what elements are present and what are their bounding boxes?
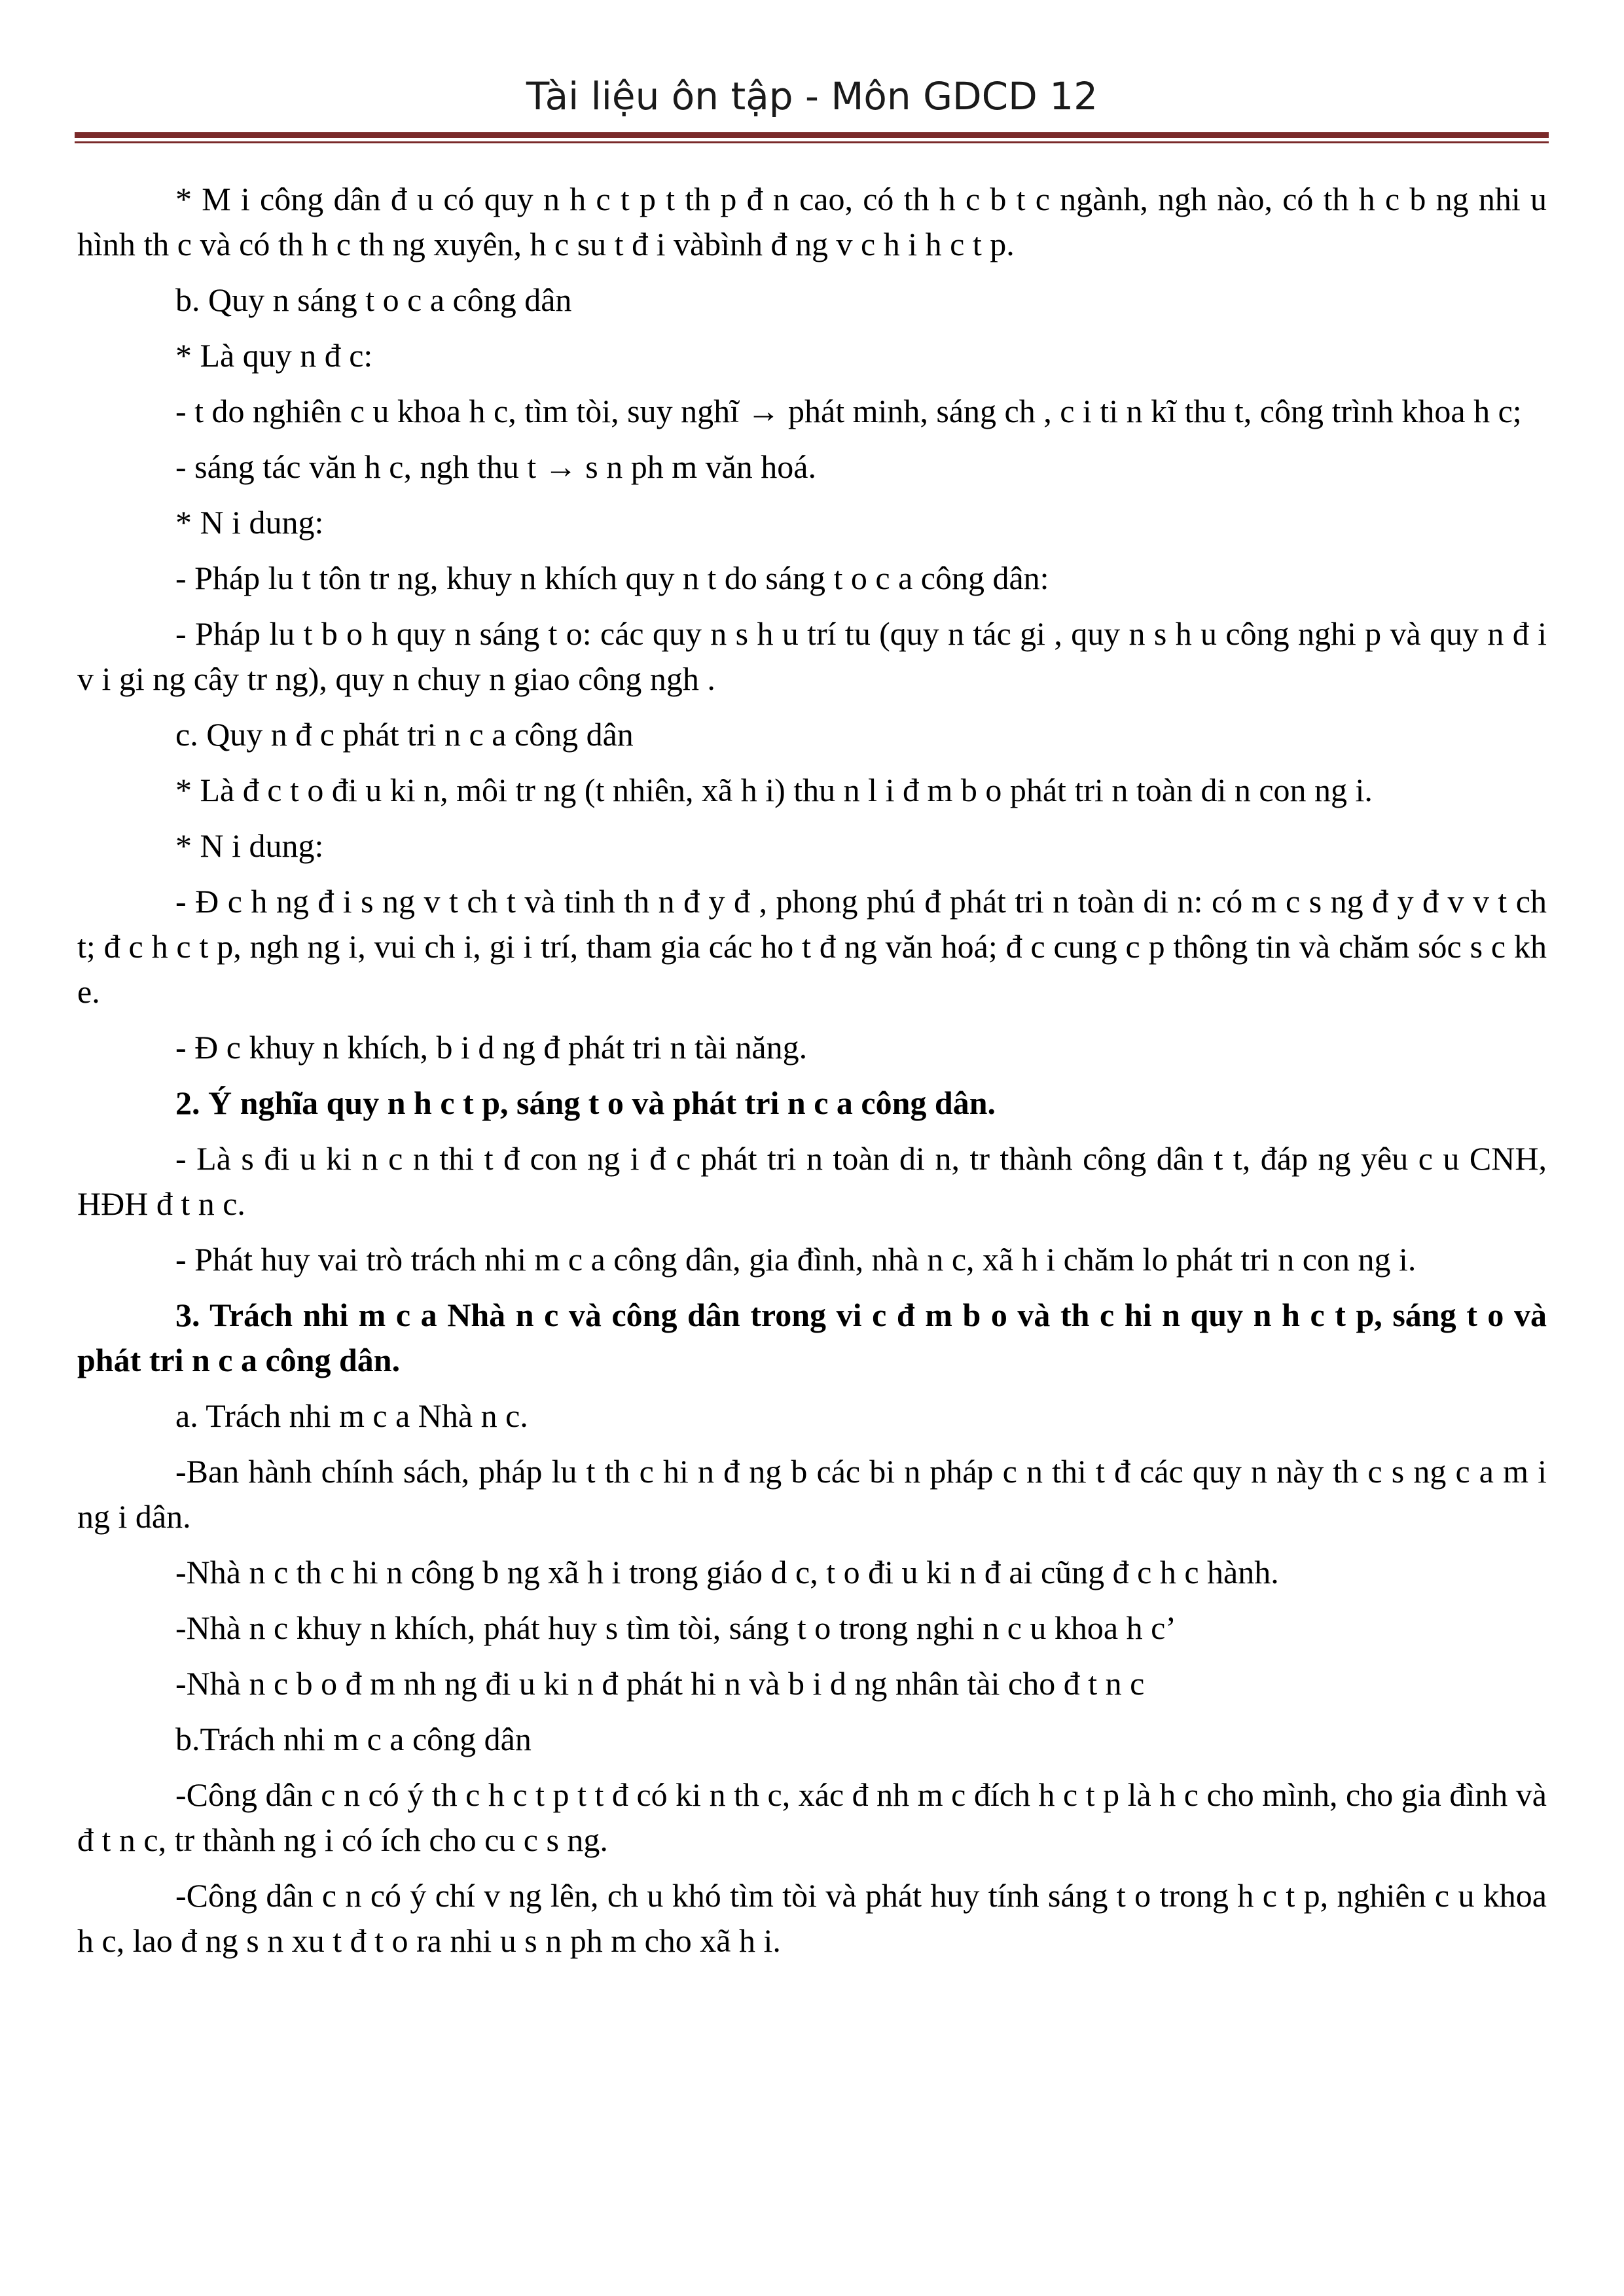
- paragraph: - Pháp lu t tôn tr ng, khuy n khích quy n t do sáng t o c a công dân:: [175, 560, 1049, 596]
- paragraph: - Phát huy vai trò trách nhi m c a công dân, gia đình, nhà n c, xã h i chăm lo phát tri n con ng i.: [175, 1241, 1416, 1278]
- paragraph: * M i công dân đ u có quy n h c t p t th p đ n cao, có th h c b t c ngành, ngh nào, có th h c b ng nhi u hình th c và có th h c th ng xuyên, h c su t đ i vàbình đ ng v c h i h c t p.: [77, 181, 1547, 262]
- section-heading: c. Quy n đ c phát tri n c a công dân: [175, 716, 634, 753]
- paragraph: -Nhà n c b o đ m nh ng đi u ki n đ phát hi n và b i d ng nhân tài cho đ t n c: [175, 1665, 1145, 1702]
- header-rule-thick: [75, 132, 1549, 138]
- paragraph: * Là đ c t o đi u ki n, môi tr ng (t nhiên, xã h i) thu n l i đ m b o phát tri n toàn di n con ng i.: [175, 772, 1373, 808]
- paragraph: - Đ c h ng đ i s ng v t ch t và tinh th n đ y đ , phong phú đ phát tri n toàn di n: có m c s ng đ y đ v v t ch t; đ c h c t p, ngh ng i, vui ch i, gi i trí, tham gia các ho t đ ng văn hoá; đ c cung c p thông tin và chăm sóc s c kh e.: [77, 883, 1547, 1010]
- paragraph: * Là quy n đ c:: [175, 337, 373, 374]
- paragraph: - t do nghiên c u khoa h c, tìm tòi, suy nghĩ → phát minh, sáng ch , c i ti n kĩ thu t, công trình khoa h c;: [175, 393, 1522, 429]
- paragraph: -Công dân c n có ý chí v ng lên, ch u khó tìm tòi và phát huy tính sáng t o trong h c t p, nghiên c u khoa h c, lao đ ng s n xu t đ t o ra nhi u s n ph m cho xã h i.: [77, 1877, 1547, 1959]
- section-heading: a. Trách nhi m c a Nhà n c.: [175, 1397, 528, 1434]
- document-body: [77, 177, 1547, 1974]
- section-heading: b.Trách nhi m c a công dân: [175, 1721, 532, 1757]
- paragraph: -Nhà n c th c hi n công b ng xã h i trong giáo d c, t o đi u ki n đ ai cũng đ c h c hành.: [175, 1554, 1279, 1590]
- paragraph: -Công dân c n có ý th c h c t p t t đ có ki n th c, xác đ nh m c đích h c t p là h c cho mình, cho gia đình và đ t n c, tr thành ng i có ích cho cu c s ng.: [77, 1776, 1547, 1858]
- paragraph: - Là s đi u ki n c n thi t đ con ng i đ c phát tri n toàn di n, tr thành công dân t t, đáp ng yêu c u CNH, HĐH đ t n c.: [77, 1140, 1547, 1222]
- page-header-title: Tài liệu ôn tập - Môn GDCD 12: [526, 74, 1098, 118]
- paragraph: * N i dung:: [175, 827, 324, 864]
- paragraph: -Ban hành chính sách, pháp lu t th c hi n đ ng b các bi n pháp c n thi t đ các quy n này th c s ng c a m i ng i dân.: [77, 1453, 1547, 1535]
- paragraph: - Đ c khuy n khích, b i d ng đ phát tri n tài năng.: [175, 1029, 808, 1066]
- header-rule-thin: [75, 141, 1549, 143]
- section-heading: b. Quy n sáng t o c a công dân: [175, 281, 572, 318]
- paragraph: * N i dung:: [175, 504, 324, 541]
- bold-heading: 2. Ý nghĩa quy n h c t p, sáng t o và phát tri n c a công dân.: [175, 1085, 996, 1121]
- paragraph: -Nhà n c khuy n khích, phát huy s tìm tòi, sáng t o trong nghi n c u khoa h c’: [175, 1609, 1176, 1646]
- bold-heading: 3. Trách nhi m c a Nhà n c và công dân trong vi c đ m b o và th c hi n quy n h c t p, sáng t o và phát tri n c a công dân.: [77, 1297, 1547, 1378]
- paragraph: - sáng tác văn h c, ngh thu t → s n ph m văn hoá.: [175, 448, 816, 485]
- paragraph: - Pháp lu t b o h quy n sáng t o: các quy n s h u trí tu (quy n tác gi , quy n s h u công nghi p và quy n đ i v i gi ng cây tr ng), quy n chuy n giao công ngh .: [77, 615, 1547, 697]
